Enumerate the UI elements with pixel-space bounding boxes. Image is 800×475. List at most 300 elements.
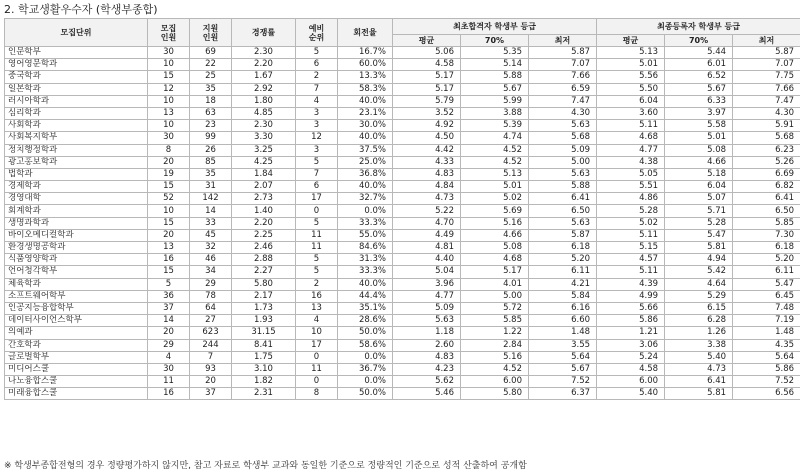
cell-unit: 의예과 [5, 327, 148, 339]
cell-final-70: 5.47 [665, 229, 733, 241]
cell-first-70: 5.80 [461, 388, 529, 400]
table-row [5, 327, 800, 339]
cell-applicants: 18 [190, 95, 232, 107]
cell-first-min: 5.87 [529, 229, 597, 241]
cell-quota: 10 [148, 205, 190, 217]
cell-first-min: 5.00 [529, 156, 597, 168]
cell-first-70: 3.88 [461, 107, 529, 119]
cell-ratio: 2.25 [232, 229, 296, 241]
cell-first-avg: 4.77 [393, 290, 461, 302]
cell-quota: 10 [148, 95, 190, 107]
cell-first-min: 4.21 [529, 278, 597, 290]
header-waitlist [296, 19, 338, 47]
cell-first-70: 5.99 [461, 95, 529, 107]
cell-quota: 15 [148, 181, 190, 193]
cell-final-min: 6.56 [733, 388, 800, 400]
cell-first-min: 7.47 [529, 95, 597, 107]
cell-first-avg: 5.09 [393, 302, 461, 314]
cell-turnover: 23.1% [338, 107, 393, 119]
cell-turnover: 35.1% [338, 302, 393, 314]
cell-unit: 미디어스쿨 [5, 363, 148, 375]
cell-ratio: 4.25 [232, 156, 296, 168]
cell-turnover: 40.0% [338, 95, 393, 107]
cell-final-avg: 6.04 [597, 95, 665, 107]
cell-ratio: 2.31 [232, 388, 296, 400]
cell-unit: 인문학부 [5, 47, 148, 59]
cell-applicants: 45 [190, 229, 232, 241]
header-final-avg: 평균 [597, 35, 665, 47]
cell-final-min: 4.30 [733, 107, 800, 119]
cell-quota: 13 [148, 107, 190, 119]
cell-quota: 30 [148, 132, 190, 144]
cell-final-avg: 5.15 [597, 242, 665, 254]
cell-quota: 52 [148, 193, 190, 205]
table-row [5, 107, 800, 119]
cell-waitlist: 2 [296, 278, 338, 290]
cell-final-70: 5.07 [665, 193, 733, 205]
cell-turnover: 36.7% [338, 363, 393, 375]
cell-quota: 15 [148, 217, 190, 229]
cell-first-70: 5.14 [461, 59, 529, 71]
cell-final-min: 6.82 [733, 181, 800, 193]
cell-final-avg: 5.66 [597, 302, 665, 314]
cell-quota: 20 [148, 229, 190, 241]
cell-final-70: 6.33 [665, 95, 733, 107]
cell-final-min: 4.35 [733, 339, 800, 351]
cell-turnover: 13.3% [338, 71, 393, 83]
cell-first-70: 5.85 [461, 315, 529, 327]
cell-first-min: 6.59 [529, 83, 597, 95]
cell-first-avg: 5.79 [393, 95, 461, 107]
cell-waitlist: 6 [296, 181, 338, 193]
cell-turnover: 25.0% [338, 156, 393, 168]
cell-final-avg: 4.99 [597, 290, 665, 302]
table-row [5, 363, 800, 375]
cell-final-min: 7.66 [733, 83, 800, 95]
cell-ratio: 4.85 [232, 107, 296, 119]
cell-applicants: 29 [190, 278, 232, 290]
cell-final-avg: 5.24 [597, 351, 665, 363]
cell-waitlist: 0 [296, 376, 338, 388]
cell-first-70: 5.88 [461, 71, 529, 83]
cell-applicants: 37 [190, 388, 232, 400]
cell-first-70: 5.13 [461, 168, 529, 180]
cell-ratio: 1.82 [232, 376, 296, 388]
cell-ratio: 1.80 [232, 95, 296, 107]
cell-final-70: 5.28 [665, 217, 733, 229]
cell-quota: 19 [148, 168, 190, 180]
table-row [5, 95, 800, 107]
cell-first-min: 5.09 [529, 144, 597, 156]
cell-first-avg: 2.60 [393, 339, 461, 351]
cell-applicants: 7 [190, 351, 232, 363]
header-applicants-text: 지원 인원 [202, 23, 219, 42]
cell-turnover: 32.7% [338, 193, 393, 205]
cell-ratio: 3.30 [232, 132, 296, 144]
cell-final-min: 5.86 [733, 363, 800, 375]
cell-first-min: 6.11 [529, 266, 597, 278]
cell-first-70: 5.16 [461, 351, 529, 363]
cell-unit: 미래융합스쿨 [5, 388, 148, 400]
cell-turnover: 33.3% [338, 266, 393, 278]
cell-waitlist: 8 [296, 388, 338, 400]
cell-quota: 12 [148, 83, 190, 95]
cell-turnover: 40.0% [338, 181, 393, 193]
cell-ratio: 2.92 [232, 83, 296, 95]
cell-ratio: 8.41 [232, 339, 296, 351]
cell-quota: 37 [148, 302, 190, 314]
header-ratio: 경쟁률 [232, 19, 296, 47]
header-unit: 모집단위 [5, 19, 148, 47]
cell-turnover: 40.0% [338, 278, 393, 290]
cell-waitlist: 7 [296, 83, 338, 95]
cell-first-70: 5.72 [461, 302, 529, 314]
cell-turnover: 55.0% [338, 229, 393, 241]
cell-final-70: 5.44 [665, 47, 733, 59]
cell-final-min: 7.47 [733, 95, 800, 107]
cell-turnover: 28.6% [338, 315, 393, 327]
cell-final-min: 7.30 [733, 229, 800, 241]
cell-final-avg: 5.11 [597, 120, 665, 132]
header-first-70: 70% [461, 35, 529, 47]
cell-final-avg: 5.40 [597, 388, 665, 400]
cell-first-min: 6.37 [529, 388, 597, 400]
cell-first-min: 5.68 [529, 132, 597, 144]
cell-final-70: 4.94 [665, 254, 733, 266]
cell-final-avg: 4.77 [597, 144, 665, 156]
cell-final-min: 5.87 [733, 47, 800, 59]
table-row [5, 168, 800, 180]
cell-ratio: 2.07 [232, 181, 296, 193]
cell-final-min: 7.19 [733, 315, 800, 327]
cell-quota: 16 [148, 254, 190, 266]
cell-waitlist: 0 [296, 351, 338, 363]
cell-waitlist: 3 [296, 144, 338, 156]
cell-applicants: 35 [190, 168, 232, 180]
cell-final-70: 3.38 [665, 339, 733, 351]
cell-quota: 8 [148, 144, 190, 156]
table-row [5, 266, 800, 278]
cell-first-avg: 5.17 [393, 83, 461, 95]
cell-unit: 환경생명공학과 [5, 242, 148, 254]
cell-applicants: 34 [190, 266, 232, 278]
cell-quota: 16 [148, 388, 190, 400]
cell-first-min: 5.87 [529, 47, 597, 59]
cell-quota: 4 [148, 351, 190, 363]
cell-turnover: 50.0% [338, 388, 393, 400]
cell-final-70: 6.01 [665, 59, 733, 71]
admission-results-table [4, 18, 800, 400]
cell-waitlist: 16 [296, 290, 338, 302]
cell-final-avg: 4.58 [597, 363, 665, 375]
cell-quota: 10 [148, 120, 190, 132]
header-applicants [190, 19, 232, 47]
header-first-group: 최초합격자 학생부 등급 [393, 19, 597, 35]
cell-unit: 일본학과 [5, 83, 148, 95]
cell-applicants: 32 [190, 242, 232, 254]
cell-final-min: 6.41 [733, 193, 800, 205]
cell-first-avg: 5.17 [393, 71, 461, 83]
cell-first-min: 1.48 [529, 327, 597, 339]
cell-final-min: 5.47 [733, 278, 800, 290]
cell-first-70: 6.00 [461, 376, 529, 388]
cell-turnover: 44.4% [338, 290, 393, 302]
cell-first-min: 7.52 [529, 376, 597, 388]
table-row [5, 278, 800, 290]
cell-applicants: 25 [190, 71, 232, 83]
cell-ratio: 2.30 [232, 47, 296, 59]
cell-turnover: 0.0% [338, 351, 393, 363]
cell-quota: 15 [148, 71, 190, 83]
cell-first-min: 6.60 [529, 315, 597, 327]
cell-first-70: 5.02 [461, 193, 529, 205]
cell-first-min: 6.41 [529, 193, 597, 205]
cell-final-min: 6.45 [733, 290, 800, 302]
cell-unit: 정치행정학과 [5, 144, 148, 156]
cell-waitlist: 0 [296, 205, 338, 217]
cell-final-min: 5.64 [733, 351, 800, 363]
cell-first-avg: 4.49 [393, 229, 461, 241]
cell-quota: 13 [148, 242, 190, 254]
cell-first-avg: 3.96 [393, 278, 461, 290]
table-row [5, 315, 800, 327]
cell-quota: 30 [148, 47, 190, 59]
cell-applicants: 63 [190, 107, 232, 119]
cell-unit: 인공지능융합학부 [5, 302, 148, 314]
header-waitlist-text: 예비 순위 [308, 23, 325, 42]
cell-turnover: 0.0% [338, 376, 393, 388]
cell-first-70: 5.35 [461, 47, 529, 59]
cell-waitlist: 6 [296, 59, 338, 71]
cell-waitlist: 5 [296, 47, 338, 59]
cell-final-70: 6.15 [665, 302, 733, 314]
cell-first-avg: 4.81 [393, 242, 461, 254]
cell-first-avg: 4.83 [393, 168, 461, 180]
cell-ratio: 1.93 [232, 315, 296, 327]
cell-quota: 29 [148, 339, 190, 351]
cell-unit: 러시아학과 [5, 95, 148, 107]
cell-final-avg: 1.21 [597, 327, 665, 339]
cell-first-70: 4.66 [461, 229, 529, 241]
cell-turnover: 50.0% [338, 327, 393, 339]
cell-first-avg: 5.04 [393, 266, 461, 278]
cell-waitlist: 10 [296, 327, 338, 339]
cell-ratio: 3.10 [232, 363, 296, 375]
cell-turnover: 58.6% [338, 339, 393, 351]
cell-quota: 15 [148, 266, 190, 278]
cell-quota: 11 [148, 376, 190, 388]
table-row [5, 47, 800, 59]
cell-final-avg: 3.60 [597, 107, 665, 119]
cell-first-70: 5.17 [461, 266, 529, 278]
cell-final-70: 5.18 [665, 168, 733, 180]
table-row [5, 302, 800, 314]
cell-final-70: 5.42 [665, 266, 733, 278]
cell-first-min: 5.20 [529, 254, 597, 266]
cell-applicants: 14 [190, 205, 232, 217]
cell-first-avg: 4.23 [393, 363, 461, 375]
cell-final-avg: 5.01 [597, 59, 665, 71]
cell-first-avg: 5.22 [393, 205, 461, 217]
cell-final-70: 3.97 [665, 107, 733, 119]
cell-final-min: 7.75 [733, 71, 800, 83]
cell-final-avg: 4.57 [597, 254, 665, 266]
cell-applicants: 23 [190, 120, 232, 132]
cell-waitlist: 17 [296, 339, 338, 351]
cell-quota: 14 [148, 315, 190, 327]
cell-final-70: 4.64 [665, 278, 733, 290]
cell-waitlist: 12 [296, 132, 338, 144]
cell-waitlist: 7 [296, 168, 338, 180]
table-row [5, 156, 800, 168]
cell-first-70: 5.16 [461, 217, 529, 229]
cell-applicants: 31 [190, 181, 232, 193]
cell-first-70: 4.74 [461, 132, 529, 144]
cell-final-min: 5.85 [733, 217, 800, 229]
cell-final-min: 6.18 [733, 242, 800, 254]
cell-first-min: 6.16 [529, 302, 597, 314]
cell-first-avg: 5.62 [393, 376, 461, 388]
cell-final-70: 6.41 [665, 376, 733, 388]
cell-turnover: 40.0% [338, 132, 393, 144]
table-row [5, 193, 800, 205]
cell-first-70: 4.68 [461, 254, 529, 266]
cell-unit: 광고홍보학과 [5, 156, 148, 168]
cell-first-min: 5.63 [529, 120, 597, 132]
cell-first-avg: 4.33 [393, 156, 461, 168]
cell-ratio: 2.30 [232, 120, 296, 132]
cell-final-70: 6.28 [665, 315, 733, 327]
cell-final-avg: 5.11 [597, 229, 665, 241]
cell-final-avg: 5.28 [597, 205, 665, 217]
cell-turnover: 37.5% [338, 144, 393, 156]
cell-final-avg: 5.50 [597, 83, 665, 95]
cell-unit: 법학과 [5, 168, 148, 180]
cell-quota: 20 [148, 327, 190, 339]
cell-final-avg: 3.06 [597, 339, 665, 351]
cell-first-70: 1.22 [461, 327, 529, 339]
cell-unit: 바이오메디컬학과 [5, 229, 148, 241]
cell-ratio: 1.75 [232, 351, 296, 363]
cell-first-70: 5.67 [461, 83, 529, 95]
cell-unit: 영어영문학과 [5, 59, 148, 71]
cell-waitlist: 17 [296, 193, 338, 205]
cell-waitlist: 3 [296, 120, 338, 132]
cell-final-avg: 4.68 [597, 132, 665, 144]
cell-unit: 데이터사이언스학부 [5, 315, 148, 327]
table-row [5, 351, 800, 363]
cell-final-avg: 4.39 [597, 278, 665, 290]
cell-first-min: 6.18 [529, 242, 597, 254]
cell-unit: 사회복지학부 [5, 132, 148, 144]
cell-unit: 간호학과 [5, 339, 148, 351]
header-quota [148, 19, 190, 47]
table-row [5, 59, 800, 71]
cell-final-avg: 4.86 [597, 193, 665, 205]
cell-waitlist: 3 [296, 107, 338, 119]
header-final-70: 70% [665, 35, 733, 47]
cell-first-70: 4.01 [461, 278, 529, 290]
cell-first-min: 5.67 [529, 363, 597, 375]
table-row [5, 71, 800, 83]
cell-ratio: 2.27 [232, 266, 296, 278]
cell-first-min: 5.63 [529, 168, 597, 180]
header-quota-text: 모집 인원 [160, 23, 177, 42]
cell-final-min: 6.69 [733, 168, 800, 180]
cell-ratio: 2.20 [232, 59, 296, 71]
cell-unit: 글로벌학부 [5, 351, 148, 363]
cell-first-70: 4.52 [461, 156, 529, 168]
cell-first-avg: 4.50 [393, 132, 461, 144]
cell-quota: 5 [148, 278, 190, 290]
table-row [5, 144, 800, 156]
cell-applicants: 33 [190, 217, 232, 229]
cell-ratio: 3.25 [232, 144, 296, 156]
cell-applicants: 69 [190, 47, 232, 59]
table-row [5, 83, 800, 95]
cell-final-70: 5.67 [665, 83, 733, 95]
cell-unit: 나노융합스쿨 [5, 376, 148, 388]
cell-waitlist: 11 [296, 229, 338, 241]
cell-applicants: 64 [190, 302, 232, 314]
cell-final-70: 4.66 [665, 156, 733, 168]
cell-applicants: 20 [190, 376, 232, 388]
header-final-min: 최저 [733, 35, 800, 47]
cell-first-70: 5.69 [461, 205, 529, 217]
cell-ratio: 2.73 [232, 193, 296, 205]
cell-first-avg: 4.70 [393, 217, 461, 229]
cell-ratio: 2.20 [232, 217, 296, 229]
cell-turnover: 16.7% [338, 47, 393, 59]
cell-final-70: 6.04 [665, 181, 733, 193]
cell-final-min: 6.11 [733, 266, 800, 278]
cell-waitlist: 5 [296, 266, 338, 278]
cell-final-min: 7.48 [733, 302, 800, 314]
cell-ratio: 5.80 [232, 278, 296, 290]
cell-ratio: 1.73 [232, 302, 296, 314]
cell-unit: 식품영양학과 [5, 254, 148, 266]
cell-waitlist: 5 [296, 217, 338, 229]
cell-turnover: 58.3% [338, 83, 393, 95]
cell-final-70: 5.08 [665, 144, 733, 156]
cell-first-min: 3.55 [529, 339, 597, 351]
table-row [5, 388, 800, 400]
cell-waitlist: 5 [296, 156, 338, 168]
cell-final-70: 5.01 [665, 132, 733, 144]
cell-waitlist: 4 [296, 95, 338, 107]
cell-first-min: 6.50 [529, 205, 597, 217]
cell-applicants: 22 [190, 59, 232, 71]
cell-first-70: 4.52 [461, 144, 529, 156]
table-row [5, 376, 800, 388]
cell-first-70: 5.08 [461, 242, 529, 254]
cell-ratio: 2.17 [232, 290, 296, 302]
cell-waitlist: 4 [296, 315, 338, 327]
cell-final-min: 7.07 [733, 59, 800, 71]
cell-first-min: 7.07 [529, 59, 597, 71]
cell-applicants: 99 [190, 132, 232, 144]
cell-waitlist: 13 [296, 302, 338, 314]
cell-applicants: 35 [190, 83, 232, 95]
cell-unit: 경영대학 [5, 193, 148, 205]
cell-final-avg: 5.05 [597, 168, 665, 180]
cell-final-min: 5.68 [733, 132, 800, 144]
page-title: 2. 학교생활우수자 (학생부종합) [4, 3, 158, 16]
cell-applicants: 26 [190, 144, 232, 156]
table-body [5, 47, 800, 400]
cell-ratio: 1.67 [232, 71, 296, 83]
cell-ratio: 1.84 [232, 168, 296, 180]
